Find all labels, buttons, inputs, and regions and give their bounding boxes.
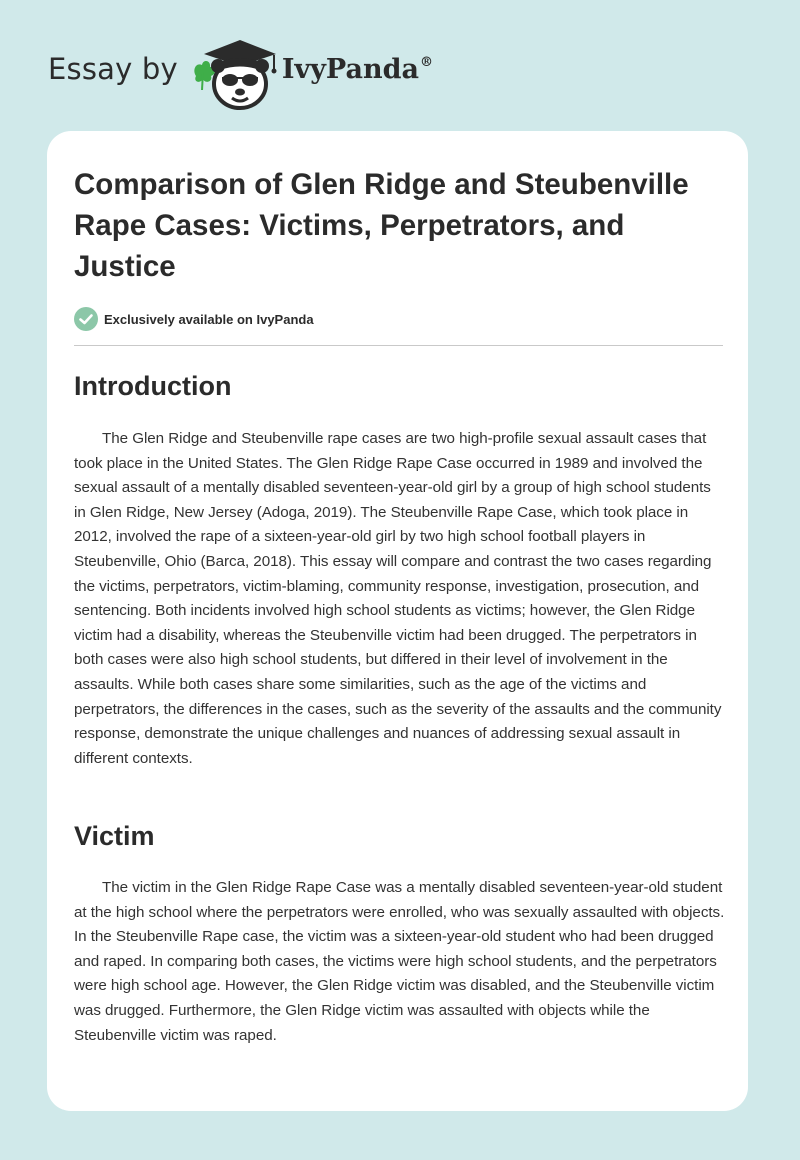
divider xyxy=(74,345,723,346)
article-title: Comparison of Glen Ridge and Steubenville Rape Cases: Victims, Perpetrators, and Justice xyxy=(74,168,689,283)
section-heading-introduction: Introduction xyxy=(74,371,232,401)
section-paragraph-victim: The victim in the Glen Ridge Rape Case was a mentally disabled seventeen-year-old student at the high school where the perpetrators were enrolled, who was sexually assaulted with objects. In the Steubenville Rape case, the victim was a sixteen-year-old student who had been drugged and raped. In comparing both cases, the victims were high school students, and the perpetrators were high school age. However, the Glen Ridge victim was disabled, and the Steubenville victim was drugged. Furthermore, the Glen Ridge victim was assaulted with objects while the Steubenville victim was raped. xyxy=(74,879,725,1044)
brand-name[interactable] xyxy=(282,54,433,85)
exclusive-badge xyxy=(74,307,314,331)
panda-graduate-icon xyxy=(190,32,282,112)
article-card xyxy=(47,131,748,1111)
brand-text: IvyPanda xyxy=(281,53,419,85)
section-paragraph-introduction: The Glen Ridge and Steubenville rape cases are two high-profile sexual assault cases that took place in the United States. The Glen Ridge Rape Case occurred in 1989 and involved the sexual assault of a mentally disabled seventeen-year-old girl by a group of high school students in Glen Ridge, New Jersey (Adoga, 2019). The Steubenville Rape Case, which took place in 2012, involved the rape of a sixteen-year-old girl by two high school football players in Steubenville, Ohio (Barca, 2018). This essay will compare and contrast the two cases regarding the victims, perpetrators, victim-blaming, community response, investigation, prosecution, and sentencing. Both incidents involved high school students as victims; however, the Glen Ridge victim had a disability, whereas the Steubenville victim had been drugged. The perpetrators in both cases were also high school students, but differed in their level of involvement in the assaults. While both cases share some similarities, such as the age of the victims and perpetrators, the differences in the cases, such as the severity of the assaults and the community response, demonstrate the unique challenges and nuances of addressing sexual assault in different contexts. xyxy=(74,430,722,767)
exclusive-label: Exclusively available on IvyPanda xyxy=(104,311,314,327)
site-header xyxy=(48,32,433,112)
registered-mark: ® xyxy=(419,54,433,70)
check-circle-icon xyxy=(74,307,98,331)
section-heading-victim: Victim xyxy=(74,821,155,851)
essay-by-label: Essay by xyxy=(48,52,178,86)
